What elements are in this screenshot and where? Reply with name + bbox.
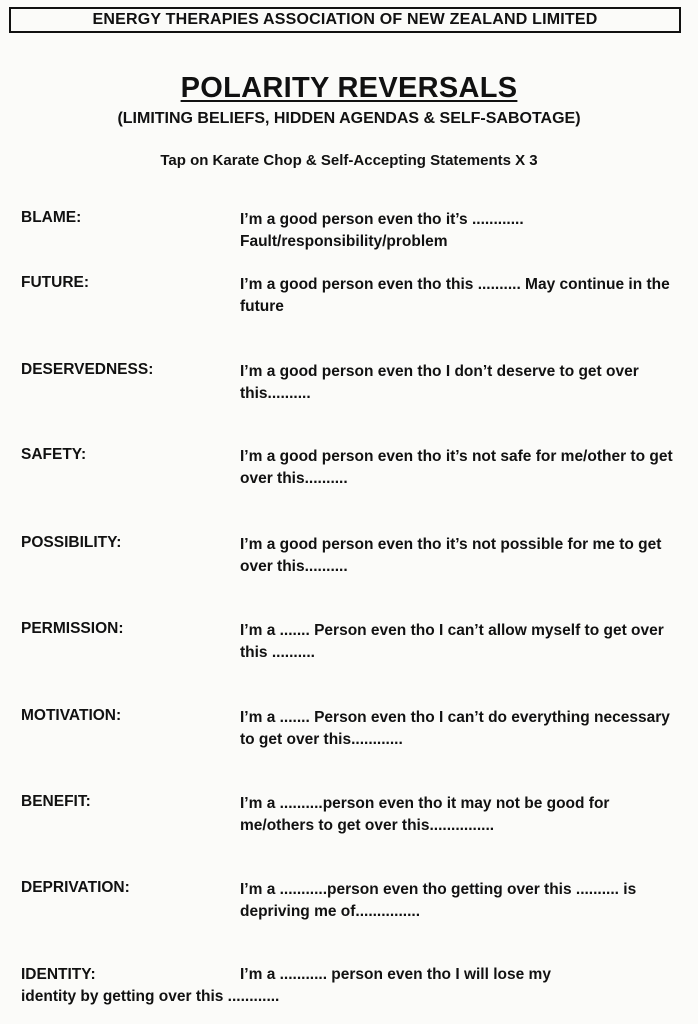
entry-statement: I’m a good person even tho it’s not safe for me/other to get over this.......... bbox=[240, 448, 673, 487]
entry-statement-first-line: I’m a ........... person even tho I will lose my bbox=[240, 966, 551, 983]
entry-label: MOTIVATION: bbox=[21, 707, 122, 724]
entry-label: PERMISSION: bbox=[21, 620, 124, 637]
entry-label: SAFETY: bbox=[21, 446, 87, 463]
entry-label: POSSIBILITY: bbox=[21, 534, 122, 551]
entry-label: DEPRIVATION: bbox=[21, 879, 130, 896]
entry-label: DESERVEDNESS: bbox=[21, 361, 154, 378]
entry-statement: I’m a ....... Person even tho I can’t do everything necessary to get over this............ bbox=[240, 709, 670, 748]
entry-statement: I’m a good person even tho this .......... May continue in the future bbox=[240, 276, 670, 315]
entry-statement: I’m a good person even tho it’s ............ Fault/responsibility/problem bbox=[240, 211, 524, 250]
entry-statement: I’m a ....... Person even tho I can’t allow myself to get over this .......... bbox=[240, 622, 664, 661]
entry-label: FUTURE: bbox=[21, 274, 90, 291]
organization-header bbox=[9, 7, 681, 33]
entry-statement: I’m a ..........person even tho it may not be good for me/others to get over this............... bbox=[240, 795, 610, 834]
entry-label: BENEFIT: bbox=[21, 793, 91, 810]
entry-statement-second-line: identity by getting over this ............ bbox=[21, 988, 280, 1005]
instruction-text: Tap on Karate Chop & Self-Accepting Statements X 3 bbox=[160, 152, 538, 169]
page-subtitle: (LIMITING BELIEFS, HIDDEN AGENDAS & SELF-SABOTAGE) bbox=[117, 110, 581, 127]
entry-statement: I’m a good person even tho I don’t deserve to get over this.......... bbox=[240, 363, 639, 402]
entry-statement: I’m a good person even tho it’s not possible for me to get over this.......... bbox=[240, 536, 662, 575]
entry-label: IDENTITY: bbox=[21, 966, 96, 983]
organization-name: ENERGY THERAPIES ASSOCIATION OF NEW ZEALAND LIMITED bbox=[92, 11, 598, 28]
entry-label: BLAME: bbox=[21, 209, 82, 226]
page-title: POLARITY REVERSALS bbox=[180, 72, 518, 104]
entry-statement: I’m a ...........person even tho getting over this .......... is depriving me of............... bbox=[240, 881, 637, 920]
